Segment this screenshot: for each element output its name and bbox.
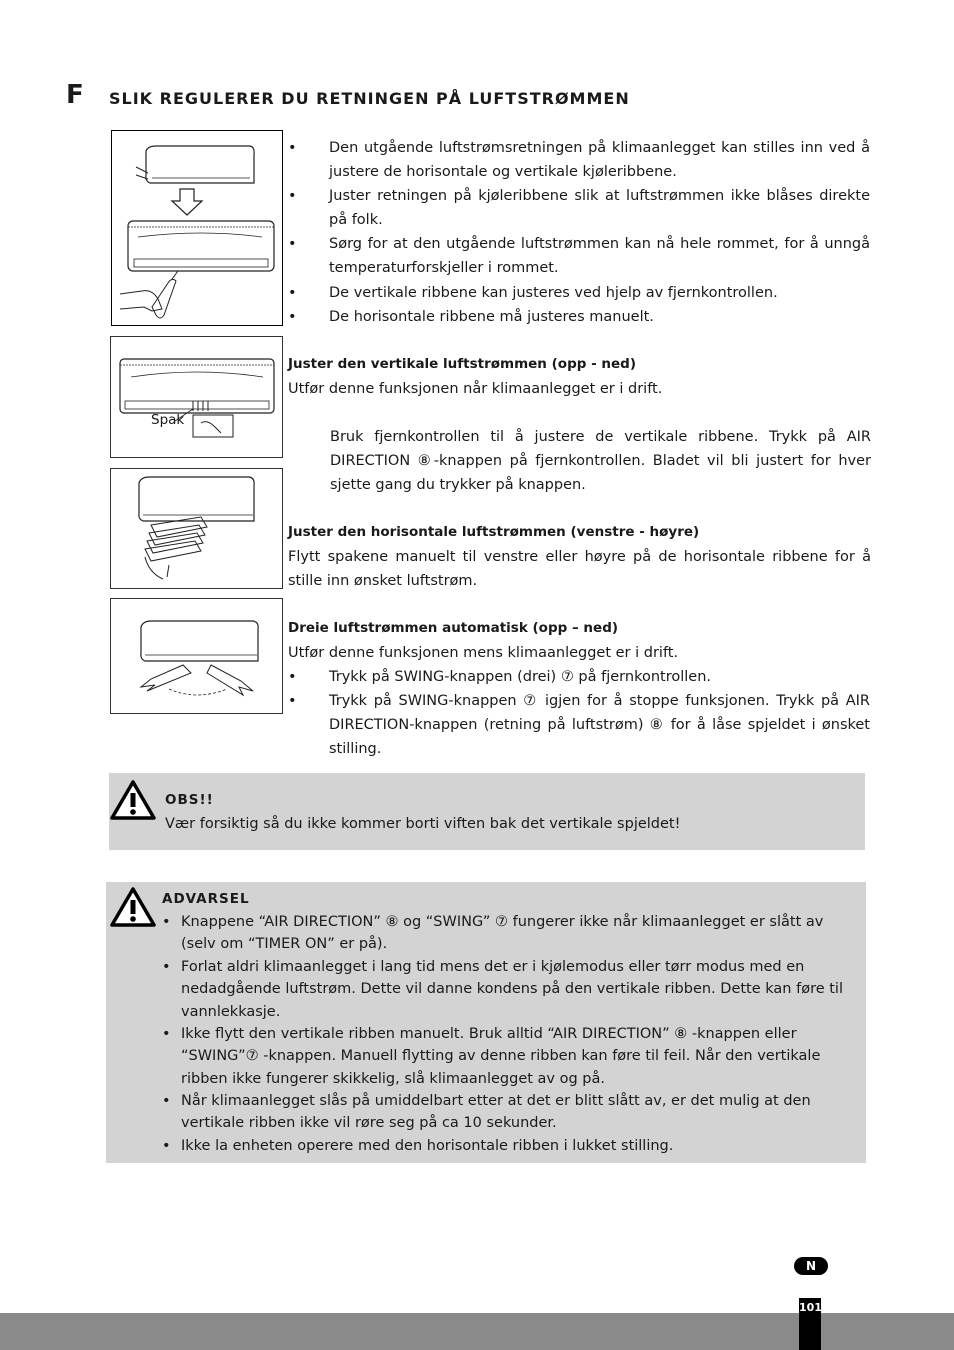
figure-vertical-lever [110, 336, 283, 458]
vertical-line: Utfør denne funksjonen når klimaanlegget er i drift. [288, 381, 663, 397]
warning-item: • Ikke flytt den vertikale ribben manuelt. Bruk alltid “AIR DIRECTION” ⑧ -knappen eller “SWING”⑦ -knappen. Manuell flytting av denne ribben kan føre til feil. Når den vertikale ribben ikke fungerer skikkelig, slå klimaanlegget av og på. [162, 1026, 821, 1087]
intro-bullet: • Juster retningen på kjøleribbene slik at luftstrømmen ikke blåses direkte på folk. [288, 188, 870, 228]
section-letter: F [66, 80, 84, 110]
horizontal-body: Flytt spakene manuelt til venstre eller høyre på de horisontale ribbene for å stille inn ønsket luftstrøm. [288, 549, 871, 589]
auto-bullet: • Trykk på SWING-knappen ⑦ igjen for å stoppe funksjonen. Trykk på AIR DIRECTION-knappen (retning på luftstrøm) ⑧ for å låse spjeldet i ønsket stilling. [288, 693, 870, 757]
figure-swing [110, 598, 283, 714]
section-title: SLIK REGULERER DU RETNINGEN PÅ LUFTSTRØMMEN [109, 89, 630, 108]
lever-illustration [111, 337, 282, 457]
warning-item: • Knappene “AIR DIRECTION” ⑧ og “SWING” ⑦ fungerer ikke når klimaanlegget er slått av (selv om “TIMER ON” er på). [162, 914, 824, 953]
page-number: 101 [799, 1298, 821, 1350]
auto-bullet: • Trykk på SWING-knappen (drei) ⑦ på fjernkontrollen. [288, 669, 711, 685]
swing-illustration [111, 599, 282, 713]
warning-item: • Ikke la enheten operere med den horisontale ribben i lukket stilling. [162, 1138, 674, 1154]
auto-line: Utfør denne funksjonen mens klimaanlegget er i drift. [288, 645, 679, 661]
warning-triangle-icon [109, 779, 157, 821]
figure-airflow-overview [111, 130, 283, 326]
horizontal-heading: Juster den horisontale luftstrømmen (venstre - høyre) [288, 524, 700, 540]
intro-bullet: • Sørg for at den utgående luftstrømmen kan nå hele rommet, for å unngå temperaturforskjeller i rommet. [288, 236, 870, 276]
intro-bullet: • De vertikale ribbene kan justeres ved hjelp av fjernkontrollen. [288, 285, 778, 301]
intro-bullet: • Den utgående luftstrømsretningen på klimaanlegget kan stilles inn ved å justere de horisontale og vertikale kjøleribbene. [288, 140, 870, 180]
vertical-body: Bruk fjernkontrollen til å justere de vertikale ribbene. Trykk på AIR DIRECTION ⑧-knappen på fjernkontrollen. Bladet vil bli justert for hver sjette gang du trykker på knappen. [330, 429, 871, 493]
louvres-illustration [111, 469, 282, 588]
obs-text: Vær forsiktig så du ikke kommer borti viften bak det vertikale spjeldet! [165, 816, 681, 832]
figure-horizontal-louvres [110, 468, 283, 589]
intro-bullet: • De horisontale ribbene må justeres manuelt. [288, 309, 654, 325]
obs-heading: OBS!! [165, 792, 214, 808]
lever-label: Spak [151, 412, 185, 428]
obs-box [109, 773, 865, 850]
warning-item: • Forlat aldri klimaanlegget i lang tid mens det er i kjølemodus eller tørr modus med en nedadgående luftstrøm. Dette vil danne kondens på den vertikale ribben. Dette kan føre til vannlekkasje. [162, 959, 843, 1020]
warning-heading: ADVARSEL [162, 891, 250, 907]
auto-heading: Dreie luftstrømmen automatisk (opp – ned) [288, 620, 619, 636]
vertical-heading: Juster den vertikale luftstrømmen (opp - ned) [288, 356, 636, 372]
warning-triangle-icon [109, 886, 157, 928]
language-badge: N [794, 1257, 828, 1275]
ac-remote-illustration [112, 131, 282, 325]
warning-item: • Når klimaanlegget slås på umiddelbart etter at det er blitt slått av, er det mulig at den vertikale ribben ikke vil røre seg på ca 10 sekunder. [162, 1093, 811, 1132]
